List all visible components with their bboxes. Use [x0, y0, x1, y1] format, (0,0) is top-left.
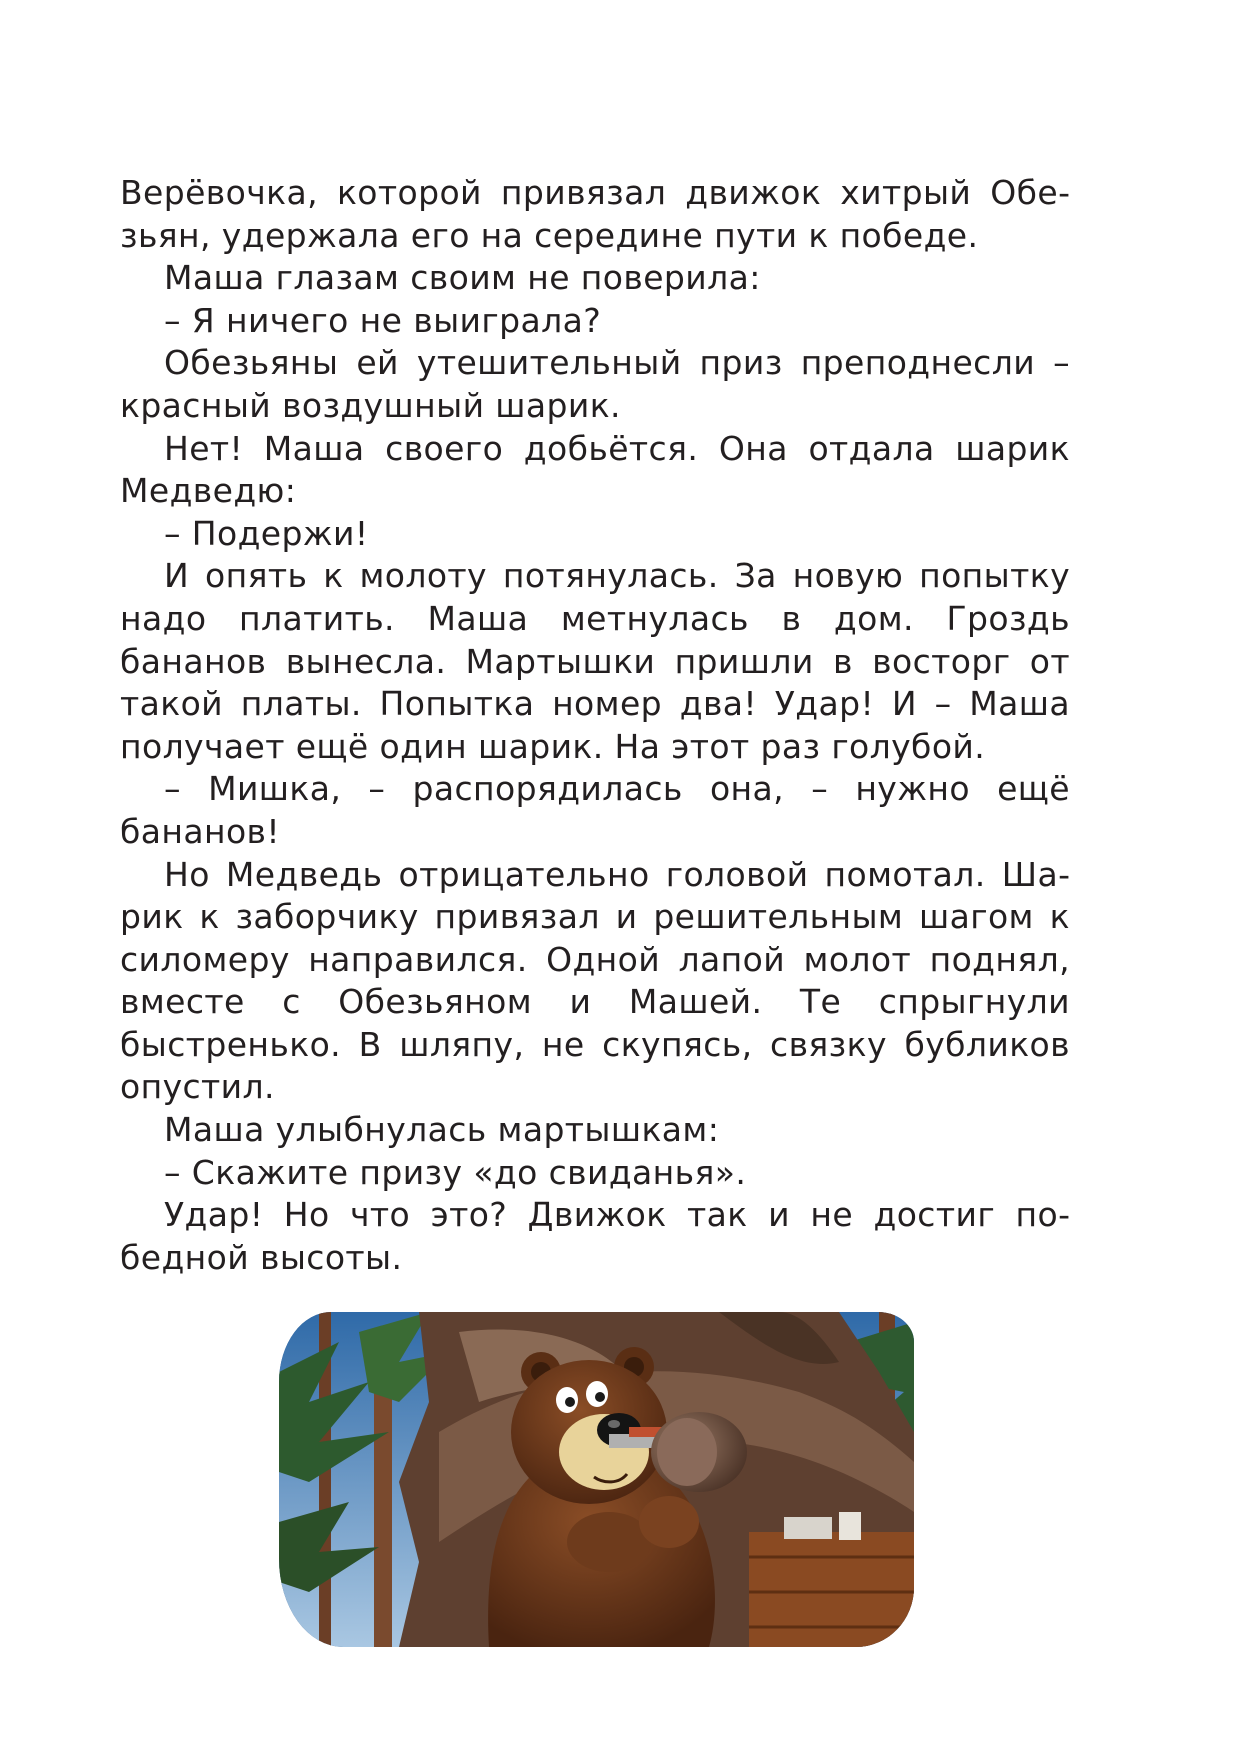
paragraph: Верёвочка, которой привязал движок хитрый Обезьян, удержала его на середине пути к победе. [120, 173, 1070, 255]
story-text [120, 172, 1070, 1279]
paragraph: – Мишка, – распорядилась она, – нужно ещё бананов! [120, 769, 1070, 851]
paragraph: – Я ничего не выиграла? [164, 300, 602, 340]
story-illustration [279, 1312, 914, 1647]
paragraph: Обезьяны ей утешительный приз преподнесли – красный воздушный шарик. [120, 343, 1070, 425]
paragraph: Но Медведь отрицательно головой помотал. Шарик к заборчику привязал и решительным шагом к силомеру направился. Одной лапой молот поднял, вместе с Обезьяном и Машей. Те спрыгнули быстренько. В шляпу, не скупясь, связку бубликов опустил. [120, 854, 1070, 1107]
paragraph: – Скажите призу «до свиданья». [164, 1152, 747, 1192]
paragraph: Маша глазам своим не поверила: [164, 258, 761, 298]
paragraph: Нет! Маша своего добьётся. Она отдала шарик Медведю: [120, 428, 1070, 511]
bear-with-hammer-picture [279, 1312, 914, 1647]
paragraph: И опять к молоту потянулась. За новую попытку надо платить. Маша метнулась в дом. Гроздь бананов вынесла. Мартышки пришли в восторг от такой платы. Попытка номер два! Удар! И – Маша получает ещё один шарик. На этот раз голубой. [120, 556, 1070, 766]
paragraph: Удар! Но что это? Движок так и не достиг победной высоты. [120, 1195, 1070, 1277]
paragraph: – Подержи! [164, 513, 369, 553]
wooden-crate [749, 1512, 914, 1647]
paragraph: Маша улыбнулась мартышкам: [164, 1110, 720, 1150]
